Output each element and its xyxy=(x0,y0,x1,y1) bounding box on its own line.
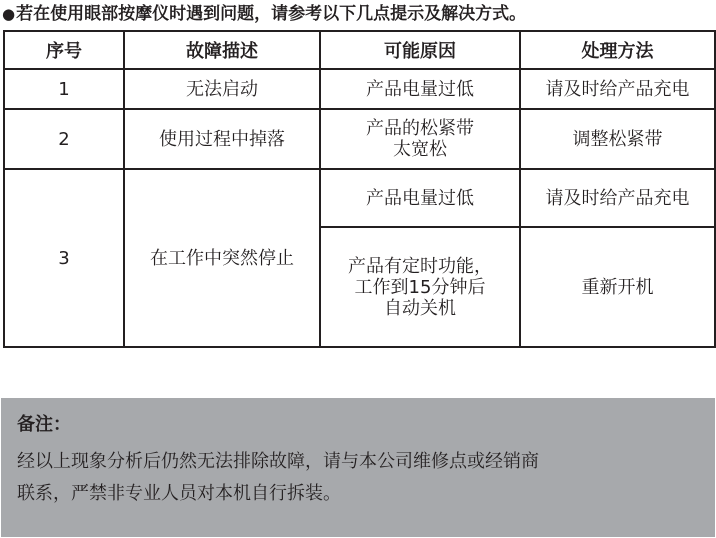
cause-line: 工作到15分钟后 xyxy=(354,276,486,298)
header-fault: 故障描述 xyxy=(124,31,320,69)
note-line: 经以上现象分析后仍然无法排除故障，请与本公司维修点或经销商 xyxy=(17,451,539,472)
cause-line: 太宽松 xyxy=(393,139,447,160)
fault-description: 在工作中突然停止 xyxy=(124,169,320,347)
solution: 重新开机 xyxy=(520,227,715,347)
possible-cause xyxy=(320,227,520,347)
troubleshooting-table xyxy=(3,30,716,348)
table-row xyxy=(4,169,715,227)
table-row xyxy=(4,109,715,169)
note-box xyxy=(1,398,715,537)
cause-line: 产品电量过低 xyxy=(366,78,474,100)
note-title: 备注： xyxy=(17,414,71,435)
possible-cause xyxy=(320,169,520,227)
intro-text: 若在使用眼部按摩仪时遇到问题，请参考以下几点提示及解决方式。 xyxy=(16,4,527,24)
row-number: 2 xyxy=(4,109,124,169)
solution: 请及时给产品充电 xyxy=(520,169,715,227)
row-number: 1 xyxy=(4,69,124,109)
header-fix: 处理方法 xyxy=(520,31,715,69)
cause-line: 产品有定时功能， xyxy=(348,255,492,277)
possible-cause xyxy=(320,109,520,169)
table-header-row xyxy=(4,31,715,69)
cause-line: 自动关机 xyxy=(384,297,456,319)
cause-line: 产品的松紧带 xyxy=(366,118,474,139)
table-row xyxy=(4,69,715,109)
header-cause: 可能原因 xyxy=(320,31,520,69)
solution: 调整松紧带 xyxy=(520,109,715,169)
cause-line: 产品电量过低 xyxy=(366,187,474,209)
bullet-icon: ● xyxy=(2,5,16,23)
header-number: 序号 xyxy=(4,31,124,69)
note-body xyxy=(17,446,707,510)
possible-cause xyxy=(320,69,520,109)
row-number: 3 xyxy=(4,169,124,347)
note-line: 联系，严禁非专业人员对本机自行拆装。 xyxy=(17,483,341,504)
intro-heading xyxy=(2,2,714,28)
fault-description: 使用过程中掉落 xyxy=(124,109,320,169)
fault-description: 无法启动 xyxy=(124,69,320,109)
solution: 请及时给产品充电 xyxy=(520,69,715,109)
